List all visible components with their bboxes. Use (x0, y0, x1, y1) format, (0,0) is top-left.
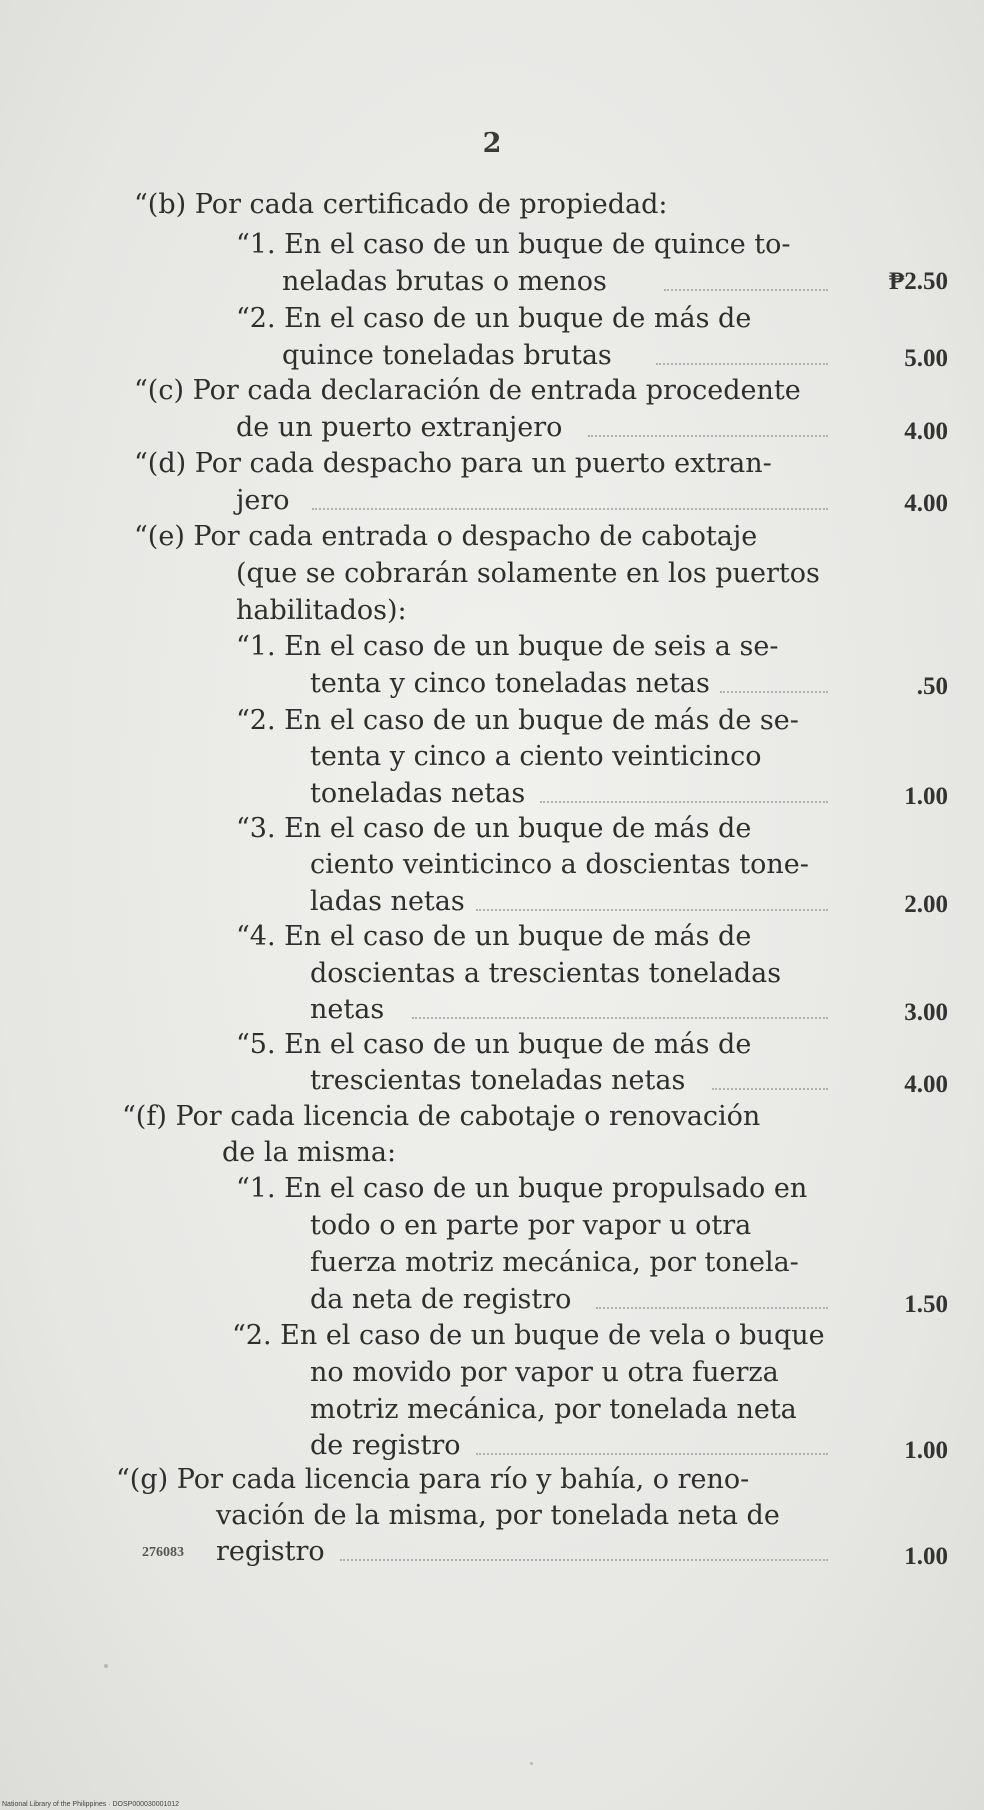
text-line: de la misma: (222, 1137, 397, 1168)
print-code: 276083 (142, 1545, 184, 1560)
text-line: toneladas netas (310, 778, 526, 809)
amount: .50 (916, 673, 948, 700)
dot-leader (596, 1269, 828, 1309)
dot-leader (476, 871, 828, 911)
dot-leader (720, 653, 828, 693)
amount: 4.00 (904, 1071, 948, 1098)
text-line: “(d) Por cada despacho para un puerto extran- (134, 448, 772, 479)
text-line: doscientas a trescientas toneladas (310, 958, 782, 989)
text-line: “(c) Por cada declaración de entrada procedente (134, 375, 801, 406)
text-line: registro (216, 1536, 325, 1567)
paper-speck (530, 1762, 533, 1765)
text-line: “(g) Por cada licencia para río y bahía, o reno- (116, 1464, 750, 1495)
text-line: “2. En el caso de un buque de vela o buque (232, 1320, 825, 1351)
dot-leader (656, 325, 828, 365)
text-line: neladas brutas o menos (282, 266, 607, 297)
text-line: de un puerto extranjero (236, 412, 563, 443)
text-line: “1. En el caso de un buque de seis a se- (236, 631, 779, 662)
text-line: trescientas toneladas netas (310, 1065, 686, 1096)
footer-watermark: National Library of the Philippines · DOSP000030001012 (2, 1801, 180, 1808)
amount: 1.00 (904, 1543, 948, 1570)
dot-leader (664, 251, 828, 291)
text-line: tenta y cinco toneladas netas (310, 668, 710, 699)
text-line: “5. En el caso de un buque de más de (236, 1029, 752, 1060)
text-line: “(e) Por cada entrada o despacho de cabotaje (134, 521, 758, 552)
dot-leader (312, 470, 828, 510)
text-line: jero (236, 485, 290, 516)
amount: 1.50 (904, 1291, 948, 1318)
amount: 5.00 (904, 345, 948, 372)
text-line: (que se cobrarán solamente en los puertos (236, 558, 820, 589)
amount: 4.00 (904, 418, 948, 445)
text-line: da neta de registro (310, 1284, 572, 1315)
dot-leader (588, 397, 828, 437)
dot-leader (476, 1415, 828, 1455)
text-line: ciento veinticinco a doscientas tone- (310, 849, 809, 880)
text-line: netas (310, 994, 385, 1025)
text-line: motriz mecánica, por tonelada neta (310, 1394, 797, 1425)
text-line: no movido por vapor u otra fuerza (310, 1357, 779, 1388)
text-line: “2. En el caso de un buque de más de (236, 303, 752, 334)
amount: 4.00 (904, 490, 948, 517)
text-line: ladas netas (310, 886, 465, 917)
text-line: vación de la misma, por tonelada neta de (216, 1500, 780, 1531)
text-line: fuerza motriz mecánica, por tonela- (310, 1247, 799, 1278)
dot-leader (712, 1050, 828, 1090)
text-line: “(f) Por cada licencia de cabotaje o renovación (122, 1101, 761, 1132)
text-line: “1. En el caso de un buque de quince to- (236, 229, 791, 260)
text-line: todo o en parte por vapor u otra (310, 1210, 752, 1241)
text-line: habilitados): (236, 595, 407, 626)
amount: 1.00 (904, 1437, 948, 1464)
dot-leader (340, 1521, 828, 1561)
dot-leader (540, 763, 828, 803)
text-line: “(b) Por cada certificado de propiedad: (134, 189, 668, 220)
amount: 1.00 (904, 783, 948, 810)
page-number: 2 (482, 128, 502, 159)
dot-leader (412, 979, 828, 1019)
text-line: “4. En el caso de un buque de más de (236, 921, 752, 952)
text-line: de registro (310, 1430, 461, 1461)
amount: 3.00 (904, 999, 948, 1026)
amount: ₱2.50 (888, 268, 948, 295)
paper-speck (104, 1664, 108, 1668)
text-line: quince toneladas brutas (282, 340, 612, 371)
text-line: “3. En el caso de un buque de más de (236, 813, 752, 844)
text-line: “2. En el caso de un buque de más de se- (236, 705, 799, 736)
text-line: tenta y cinco a ciento veinticinco (310, 741, 762, 772)
text-line: “1. En el caso de un buque propulsado en (236, 1173, 808, 1204)
amount: 2.00 (904, 891, 948, 918)
